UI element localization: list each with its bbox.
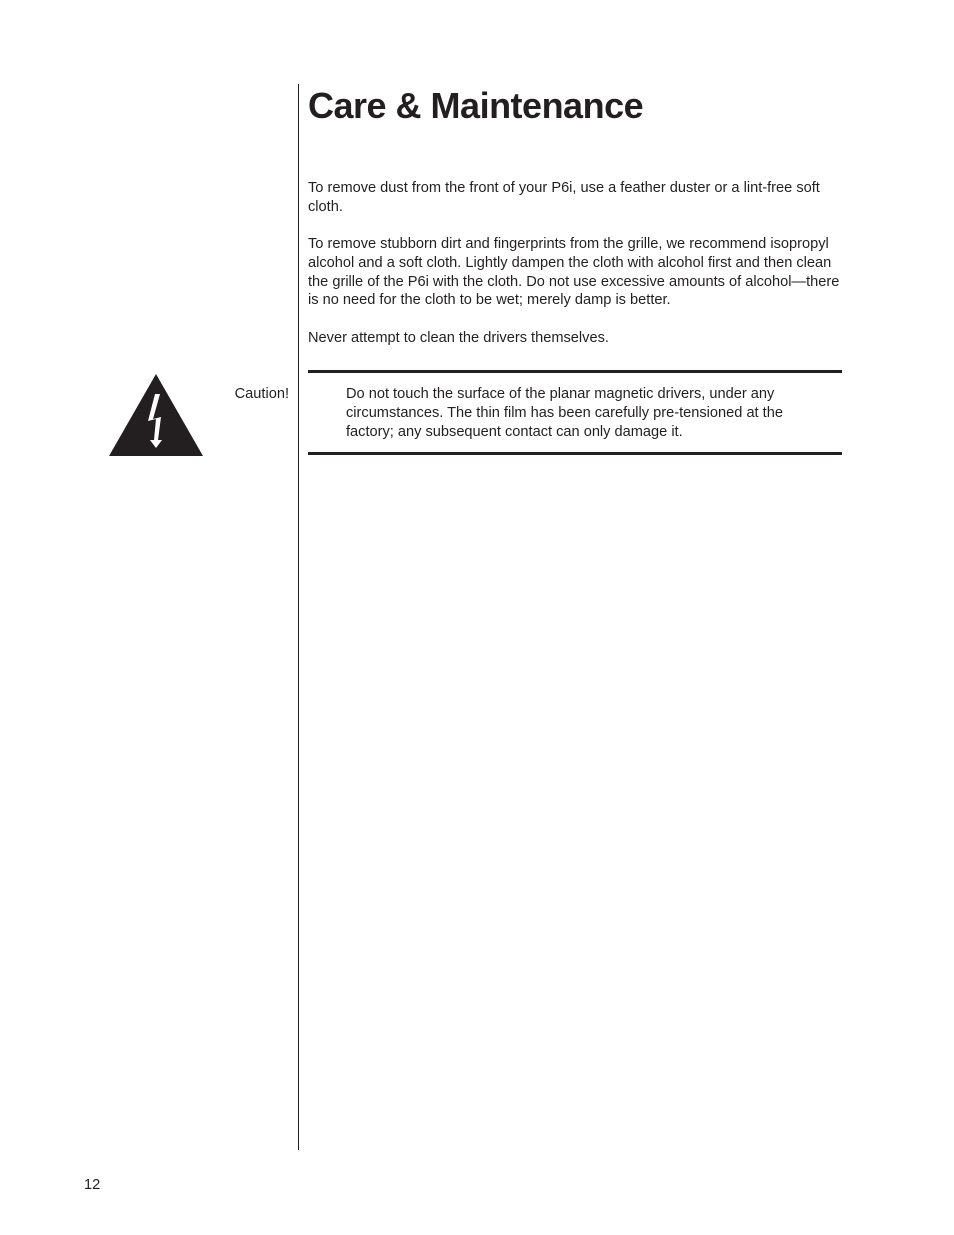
paragraph-drivers: Never attempt to clean the drivers themselves. xyxy=(308,330,609,346)
paragraph-dust: To remove dust from the front of your P6i, use a feather duster or a lint-free soft cloth. xyxy=(308,180,820,215)
caution-text: Do not touch the surface of the planar magnetic drivers, under any circumstances. The thin film has been carefully pre-tensioned at the factory; any subsequent contact can only damage it. xyxy=(346,386,783,440)
page-title: Care & Maintenance xyxy=(308,85,644,126)
caution-label: Caution! xyxy=(234,386,289,402)
warning-lightning-triangle-icon xyxy=(109,374,203,456)
caution-top-rule xyxy=(308,370,842,373)
paragraph-stubborn-dirt: To remove stubborn dirt and fingerprints from the grille, we recommend isopropyl alcohol and a soft cloth. Lightly dampen the cloth with alcohol first and then clean the grille of the P6i with the cloth. Do not use excessive amounts of alcohol—there is no need for the cloth to be wet; merely damp is better. xyxy=(308,236,840,309)
page-number: 12 xyxy=(84,1177,101,1193)
margin-vertical-rule xyxy=(298,84,299,1150)
caution-bottom-rule xyxy=(308,452,842,455)
